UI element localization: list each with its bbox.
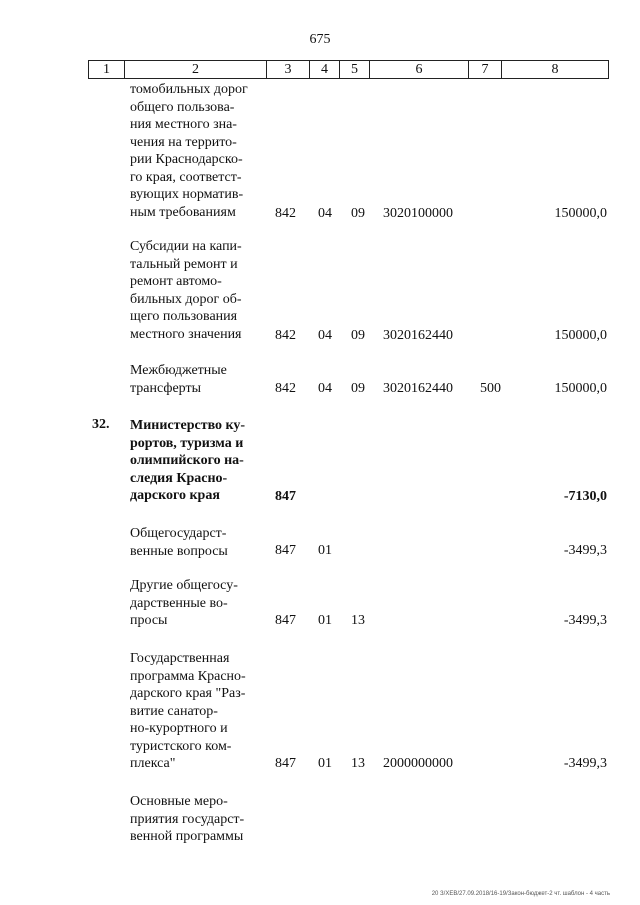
description-line: трансферты (130, 380, 202, 396)
description-line: го края, соответст- (130, 169, 242, 185)
description-line: тальный ремонт и (130, 256, 238, 272)
description-line: плекса" (130, 756, 176, 771)
cell-subsection: 13 (351, 756, 365, 771)
column-header: 3 (267, 61, 310, 79)
description-line: витие санатор- (130, 703, 218, 719)
column-header: 2 (125, 61, 267, 79)
cell-ministry-code: 847 (275, 543, 296, 558)
column-header: 7 (469, 61, 502, 79)
cell-expense-type: 500 (480, 381, 501, 396)
description-line: ремонт автомо- (130, 274, 222, 289)
row-description (130, 793, 258, 846)
description-line: олимпийского на- (130, 453, 244, 468)
description-line: Основные меро- (130, 794, 228, 809)
cell-ministry-code: 847 (275, 489, 296, 504)
row-description (130, 417, 258, 505)
description-line: дарского края "Раз- (130, 686, 246, 701)
row-number: 32. (92, 417, 110, 432)
document-footer: 20 З/ХЕВ/27.09.2018/16-19/Закон-бюджет-2 чт. шаблон - 4 часть (431, 891, 610, 897)
cell-amount: -7130,0 (563, 489, 607, 504)
column-header-table (88, 60, 609, 79)
cell-amount: 150000,0 (554, 206, 607, 221)
column-header: 4 (310, 61, 340, 79)
cell-section: 01 (318, 613, 332, 628)
cell-amount: -3499,3 (563, 543, 607, 558)
cell-section: 04 (318, 328, 332, 343)
cell-subsection: 09 (351, 328, 365, 343)
description-line: ным требованиям (130, 204, 236, 220)
description-line: общего пользова- (130, 99, 235, 115)
cell-ministry-code: 842 (275, 206, 296, 221)
description-line: просы (130, 613, 168, 628)
column-header: 1 (89, 61, 125, 79)
row-description (130, 81, 258, 221)
description-line: бильных дорог об- (130, 291, 242, 307)
cell-target-article: 3020100000 (383, 206, 453, 221)
column-header-row (89, 61, 609, 79)
cell-subsection: 09 (351, 206, 365, 221)
cell-amount: -3499,3 (563, 756, 607, 771)
description-line: Общегосударст- (130, 526, 227, 541)
cell-amount: -3499,3 (563, 613, 607, 628)
description-line: Межбюджетные (130, 363, 227, 378)
cell-section: 01 (318, 756, 332, 771)
row-description (130, 577, 258, 630)
column-header: 5 (340, 61, 370, 79)
description-line: рортов, туризма и (130, 435, 244, 451)
cell-section: 01 (318, 543, 332, 558)
description-line: дарского края (130, 488, 220, 503)
description-line: щего пользования (130, 309, 238, 324)
description-line: дарственные во- (130, 595, 228, 611)
cell-target-article: 2000000000 (383, 756, 453, 771)
description-line: программа Красно- (130, 668, 246, 684)
cell-amount: 150000,0 (554, 381, 607, 396)
column-header: 6 (370, 61, 469, 79)
cell-section: 04 (318, 381, 332, 396)
description-line: Государственная (130, 651, 230, 666)
cell-ministry-code: 847 (275, 613, 296, 628)
description-line: приятия государст- (130, 811, 245, 827)
description-line: чения на террито- (130, 134, 237, 150)
cell-amount: 150000,0 (554, 328, 607, 343)
description-line: следия Красно- (130, 470, 228, 486)
cell-target-article: 3020162440 (383, 328, 453, 343)
description-line: ния местного зна- (130, 117, 237, 132)
description-line: местного значения (130, 326, 242, 342)
cell-ministry-code: 842 (275, 381, 296, 396)
description-line: томобильных дорог (130, 82, 248, 97)
row-description (130, 362, 258, 397)
cell-ministry-code: 847 (275, 756, 296, 771)
row-description (130, 525, 258, 560)
row-description (130, 238, 258, 343)
description-line: рии Краснодарско- (130, 152, 243, 167)
cell-subsection: 09 (351, 381, 365, 396)
column-header: 8 (502, 61, 609, 79)
cell-section: 04 (318, 206, 332, 221)
description-line: Министерство ку- (130, 418, 246, 433)
description-line: венной программы (130, 829, 244, 844)
description-line: Другие общегосу- (130, 578, 238, 593)
cell-target-article: 3020162440 (383, 381, 453, 396)
page-number: 675 (309, 32, 331, 47)
description-line: венные вопросы (130, 543, 228, 559)
description-line: Субсидии на капи- (130, 239, 242, 254)
cell-ministry-code: 842 (275, 328, 296, 343)
row-description (130, 650, 258, 773)
description-line: вующих норматив- (130, 187, 244, 202)
description-line: туристского ком- (130, 738, 232, 754)
cell-subsection: 13 (351, 613, 365, 628)
description-line: но-курортного и (130, 721, 228, 736)
